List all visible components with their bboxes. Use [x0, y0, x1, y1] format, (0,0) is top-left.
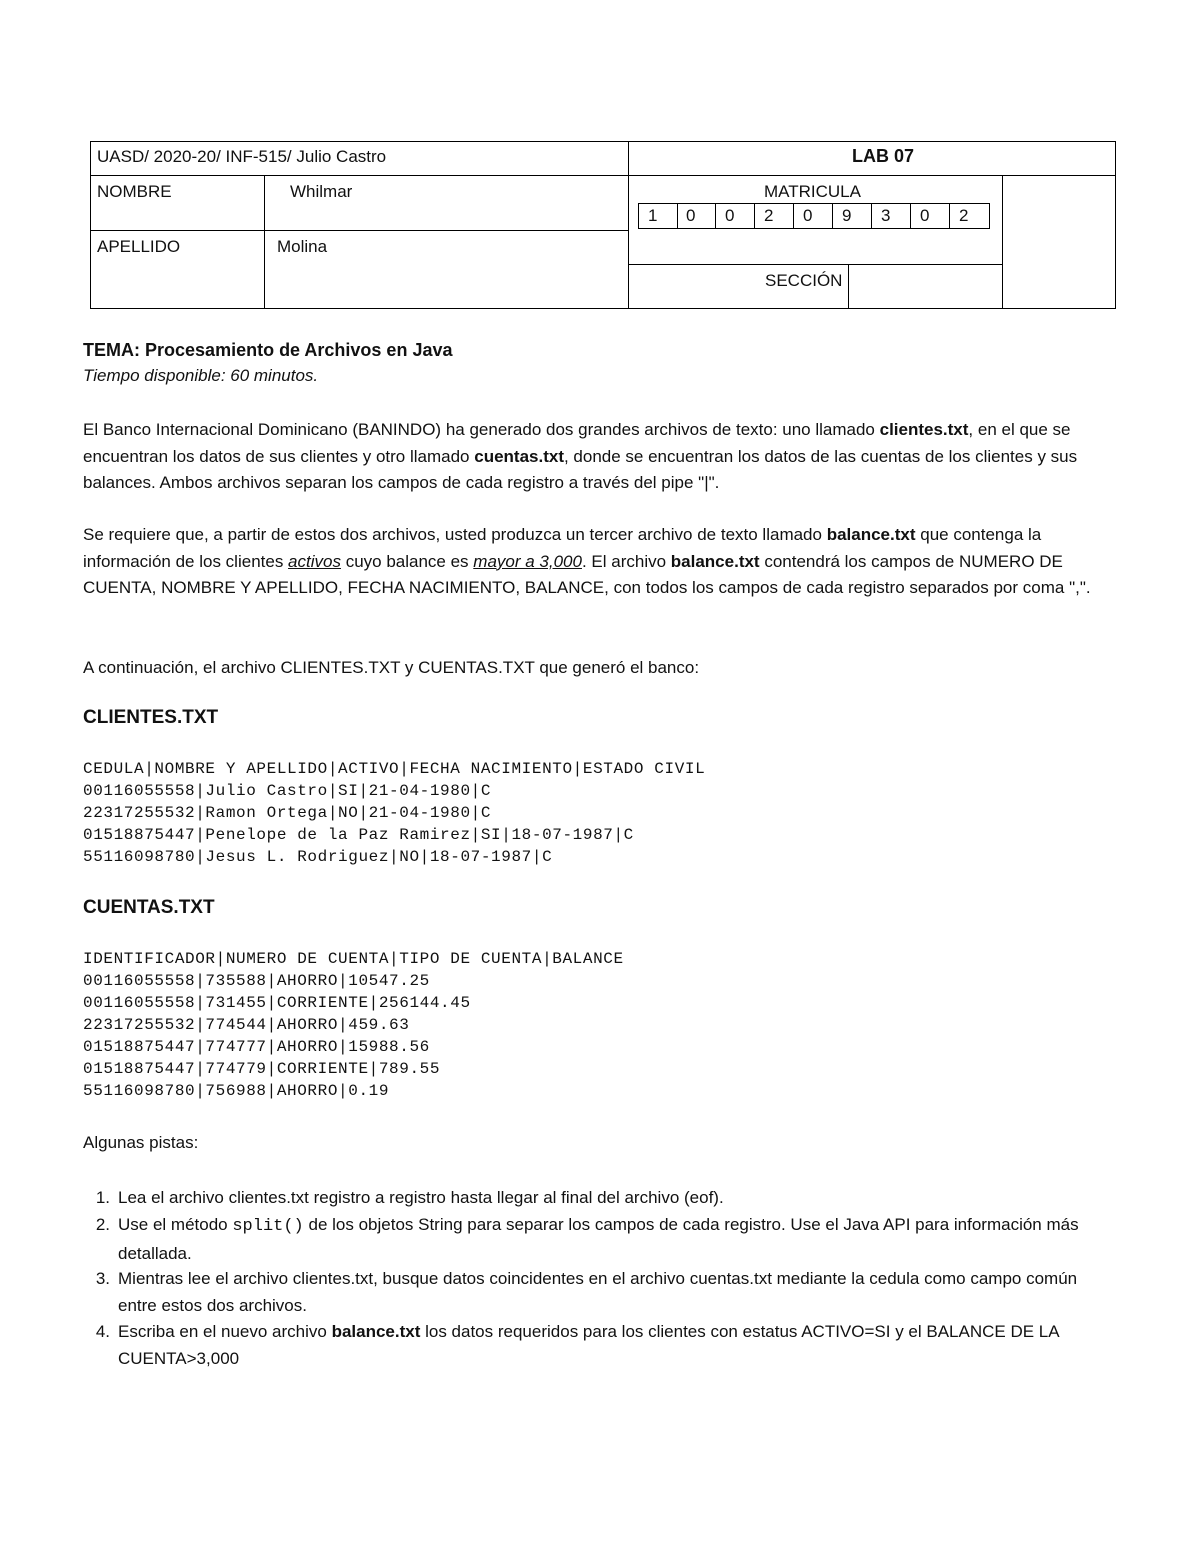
matricula-digit: 0: [912, 203, 950, 229]
pista-number: 4.: [95, 1322, 110, 1341]
matricula-digit: 0: [678, 203, 716, 229]
cuentas-title: CUENTAS.TXT: [83, 897, 215, 918]
para2-text-2: que contenga la información de los clientes: [83, 525, 1042, 571]
para2-balance-txt: balance.txt: [826, 525, 916, 544]
cuentas-line: 22317255532|774544|AHORRO|459.63: [83, 1016, 410, 1034]
tema-heading: [83, 340, 452, 361]
cuentas-line: 00116055558|731455|CORRIENTE|256144.45: [83, 994, 471, 1012]
pista-item-2: [95, 1212, 1118, 1267]
pista-number: 2.: [95, 1215, 110, 1234]
para1-text-1: El Banco Internacional Dominicano (BANINDO) ha generado dos grandes archivos de texto: uno llamado: [83, 420, 880, 439]
pista-text-2: los datos requeridos para los clientes con estatus ACTIVO=SI y el BALANCE DE LA CUENTA>3,000: [118, 1322, 1059, 1368]
para2-activos: activos: [288, 551, 341, 571]
pista-text: Lea el archivo clientes.txt registro a registro hasta llegar al final del archivo (eof).: [118, 1188, 724, 1207]
paragraph-continuacion: A continuación, el archivo CLIENTES.TXT y CUENTAS.TXT que generó el banco:: [83, 658, 700, 677]
matricula-digit: 0: [795, 203, 833, 229]
para1-text-3: , donde se encuentran los datos de las cuentas de los clientes y sus balances. Ambos archivos separan los campos de cada registro a través del pipe "|".: [83, 446, 1078, 492]
matricula-digit: 1: [640, 203, 678, 229]
pista-item-1: [95, 1185, 1118, 1212]
para1-text-2: , en el que se encuentran los datos de sus clientes y otro llamado: [83, 420, 1071, 466]
matricula-digit: 2: [959, 206, 969, 225]
pista-text-1: Escriba en el nuevo archivo: [118, 1322, 332, 1341]
cuentas-line: 01518875447|774779|CORRIENTE|789.55: [83, 1060, 441, 1078]
matricula-label: MATRICULA: [764, 182, 861, 201]
matricula-digit: 3: [873, 203, 911, 229]
pista-balance-txt: balance.txt: [331, 1322, 421, 1341]
cuentas-line: 01518875447|774777|AHORRO|15988.56: [83, 1038, 430, 1056]
pista-number: 3.: [95, 1269, 110, 1288]
para1-cuentas-txt: cuentas.txt: [474, 446, 564, 466]
course-info: UASD/ 2020-20/ INF-515/ Julio Castro: [97, 147, 387, 166]
pista-item-3: [95, 1266, 1118, 1319]
apellido-value: Molina: [277, 237, 328, 256]
tema-label: TEMA:: [83, 340, 140, 360]
matricula-digit: 0: [717, 203, 755, 229]
pista-text-1: Use el método: [118, 1215, 233, 1234]
para2-text-5: contendrá los campos de NUMERO DE CUENTA, NOMBRE Y APELLIDO, FECHA NACIMIENTO, BALANCE, con todos los campos de cada registro separados por coma ",".: [83, 551, 1091, 597]
tiempo-disponible: Tiempo disponible: 60 minutos.: [83, 366, 319, 385]
matricula-digit: 2: [756, 203, 794, 229]
para1-clientes-txt: clientes.txt: [879, 420, 969, 439]
pista-code-split: split(): [232, 1217, 304, 1236]
paragraph-requirement: [83, 522, 1123, 602]
clientes-line: 01518875447|Penelope de la Paz Ramirez|SI|18-07-1987|C: [83, 826, 634, 844]
para2-mayor-a: mayor a 3,000: [473, 551, 582, 571]
clientes-line: 55116098780|Jesus L. Rodriguez|NO|18-07-1987|C: [83, 848, 553, 866]
cuentas-line: 00116055558|735588|AHORRO|10547.25: [83, 972, 430, 990]
pista-text: Mientras lee el archivo clientes.txt, busque datos coincidentes en el archivo cuentas.txt mediante la cedula como campo común entre estos dos archivos.: [118, 1269, 1078, 1315]
clientes-line: 00116055558|Julio Castro|SI|21-04-1980|C: [83, 782, 492, 800]
cuentas-line: 55116098780|756988|AHORRO|0.19: [83, 1082, 390, 1100]
nombre-label: NOMBRE: [97, 182, 172, 201]
para2-text-4: . El archivo: [581, 551, 671, 571]
clientes-line: 22317255532|Ramon Ortega|NO|21-04-1980|C: [83, 804, 492, 822]
pista-text-2: de los objetos String para separar los campos de cada registro. Use el Java API para información más detallada.: [118, 1215, 1079, 1263]
nombre-value: Whilmar: [290, 182, 353, 201]
pista-number: 1.: [95, 1188, 110, 1207]
pistas-title: Algunas pistas:: [83, 1133, 199, 1152]
matricula-digit: 9: [834, 203, 872, 229]
cuentas-listing: [83, 948, 624, 1102]
paragraph-intro: [83, 417, 1123, 497]
apellido-label: APELLIDO: [97, 237, 181, 256]
lab-number: LAB 07: [852, 146, 915, 166]
para2-text-3: cuyo balance es: [340, 551, 474, 571]
clientes-title: CLIENTES.TXT: [83, 707, 219, 728]
para2-text-1: Se requiere que, a partir de estos dos archivos, usted produzca un tercer archivo de texto llamado: [83, 525, 827, 544]
seccion-label: SECCIÓN: [765, 271, 843, 290]
clientes-line: CEDULA|NOMBRE Y APELLIDO|ACTIVO|FECHA NACIMIENTO|ESTADO CIVIL: [83, 760, 706, 778]
tema-title: Procesamiento de Archivos en Java: [145, 340, 453, 360]
clientes-listing: [83, 758, 705, 868]
pista-item-4: [95, 1319, 1118, 1372]
cuentas-line: IDENTIFICADOR|NUMERO DE CUENTA|TIPO DE CUENTA|BALANCE: [83, 950, 624, 968]
para2-balance-txt-2: balance.txt: [670, 551, 760, 571]
